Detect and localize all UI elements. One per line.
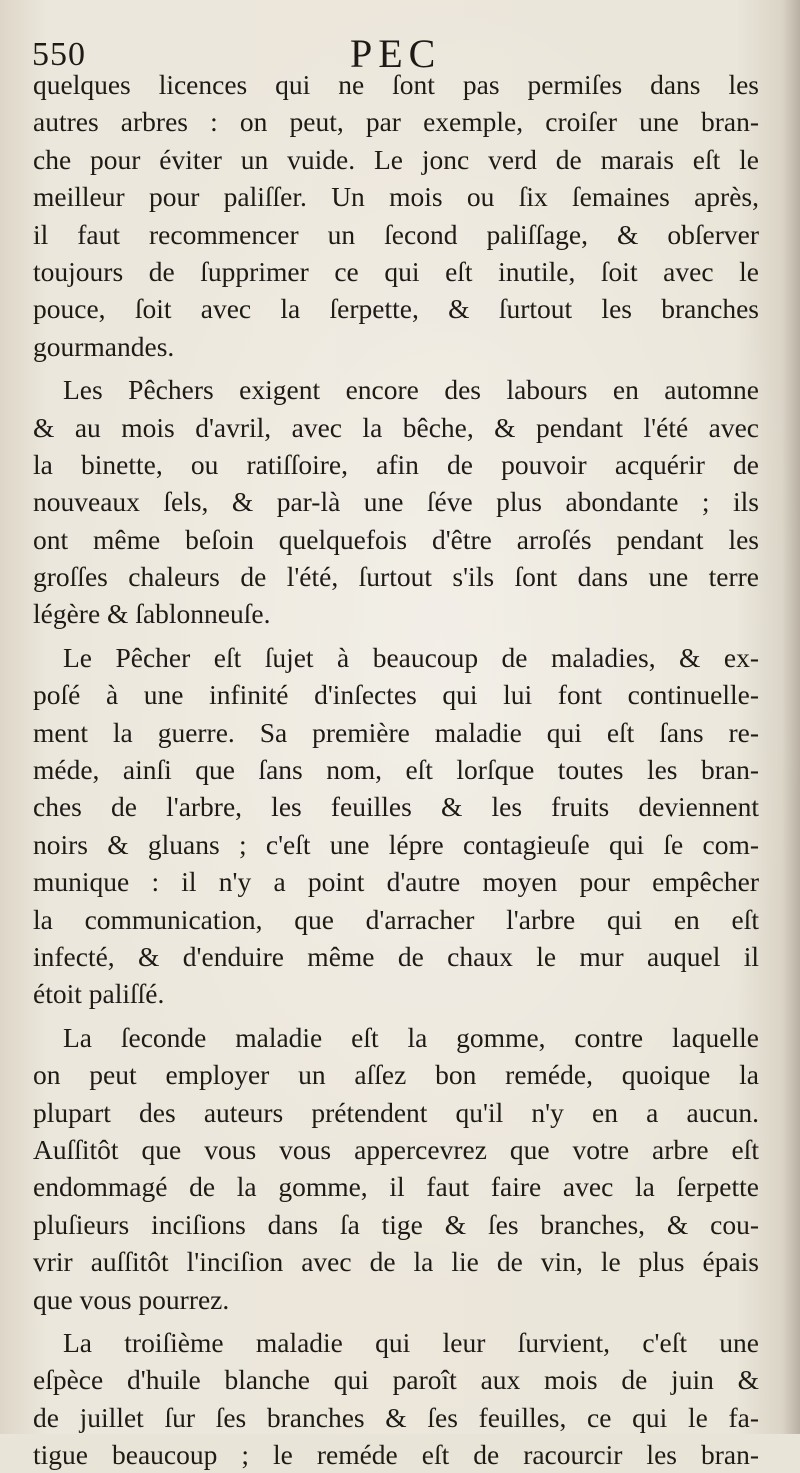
text-line: il faut recommencer un ſecond paliſſage, & obſerver (33, 218, 759, 250)
page-edge-shadow (782, 0, 800, 1434)
text-line: que vous pourrez. (33, 1283, 230, 1315)
text-line: & au mois d'avril, avec la bêche, & pendant l'été avec (33, 411, 759, 443)
paragraph (33, 66, 759, 365)
text-line: étoit paliſſé. (33, 978, 165, 1010)
text-line: eſpèce d'huile blanche qui paroît aux mois de juin & (33, 1364, 759, 1396)
text-line: la communication, que d'arracher l'arbre qui en eſt (33, 903, 759, 935)
paragraph (33, 1019, 759, 1318)
page-number: 550 (32, 36, 86, 73)
paragraph (33, 1324, 759, 1473)
paragraph (33, 639, 759, 1013)
text-line: on peut employer un aſſez bon reméde, quoique la (33, 1059, 759, 1091)
text-line: ches de l'arbre, les feuilles & les fruits deviennent (33, 791, 759, 823)
text-line: meilleur pour paliſſer. Un mois ou ſix ſemaines après, (33, 181, 759, 213)
paragraph (33, 371, 759, 633)
text-line: autres arbres : on peut, par exemple, croiſer une bran- (33, 106, 759, 138)
text-line: La ſeconde maladie eſt la gomme, contre laquelle (63, 1021, 759, 1053)
text-line: plupart des auteurs prétendent qu'il n'y en a aucun. (33, 1096, 759, 1128)
text-line: ont même beſoin quelquefois d'être arroſés pendant les (33, 523, 759, 555)
text-line: quelques licences qui ne ſont pas permiſes dans les (33, 69, 759, 100)
text-line: la binette, ou ratiſſoire, afin de pouvoir acquérir de (33, 448, 759, 480)
text-line: infecté, & d'enduire même de chaux le mur auquel il (33, 940, 759, 972)
text-line: La troiſième maladie qui leur ſurvient, c'eſt une (63, 1326, 759, 1358)
text-line: Le Pêcher eſt ſujet à beaucoup de maladies, & ex- (63, 641, 759, 673)
text-line: méde, ainſi que ſans nom, eſt lorſque toutes les bran- (33, 754, 759, 786)
body-text (33, 66, 759, 1473)
text-line: de juillet ſur ſes branches & ſes feuilles, ce qui le fa- (33, 1401, 759, 1433)
text-line: gourmandes. (33, 330, 175, 362)
text-line: poſé à une infinité d'inſectes qui lui font continuelle- (33, 679, 759, 711)
text-line: che pour éviter un vuide. Le jonc verd de marais eſt le (33, 143, 759, 175)
running-head: PEC (350, 31, 442, 76)
text-line: groſſes chaleurs de l'été, ſurtout s'ils ſont dans une terre (33, 561, 759, 593)
text-line: Auſſitôt que vous vous appercevrez que votre arbre eſt (33, 1133, 759, 1165)
text-line: vrir auſſitôt l'inciſion avec de la lie de vin, le plus épais (33, 1246, 759, 1278)
text-line: nouveaux ſels, & par-là une ſéve plus abondante ; ils (33, 486, 759, 518)
text-line: munique : il n'y a point d'autre moyen pour empêcher (33, 866, 759, 898)
text-line: légère & ſablonneuſe. (33, 598, 271, 630)
text-line: noirs & gluans ; c'eſt une lépre contagieuſe qui ſe com- (33, 828, 759, 860)
text-line: pluſieurs inciſions dans ſa tige & ſes branches, & cou- (33, 1208, 759, 1240)
text-line: ment la guerre. Sa première maladie qui eſt ſans re- (33, 716, 759, 748)
text-line: toujours de ſupprimer ce qui eſt inutile, ſoit avec le (33, 255, 759, 287)
text-line: pouce, ſoit avec la ſerpette, & ſurtout les branches (33, 293, 759, 325)
text-line: tigue beaucoup ; le reméde eſt de racourcir les bran- (33, 1439, 759, 1471)
text-line: Les Pêchers exigent encore des labours en automne (63, 374, 759, 406)
text-line: endommagé de la gomme, il faut faire avec la ſerpette (33, 1171, 759, 1203)
